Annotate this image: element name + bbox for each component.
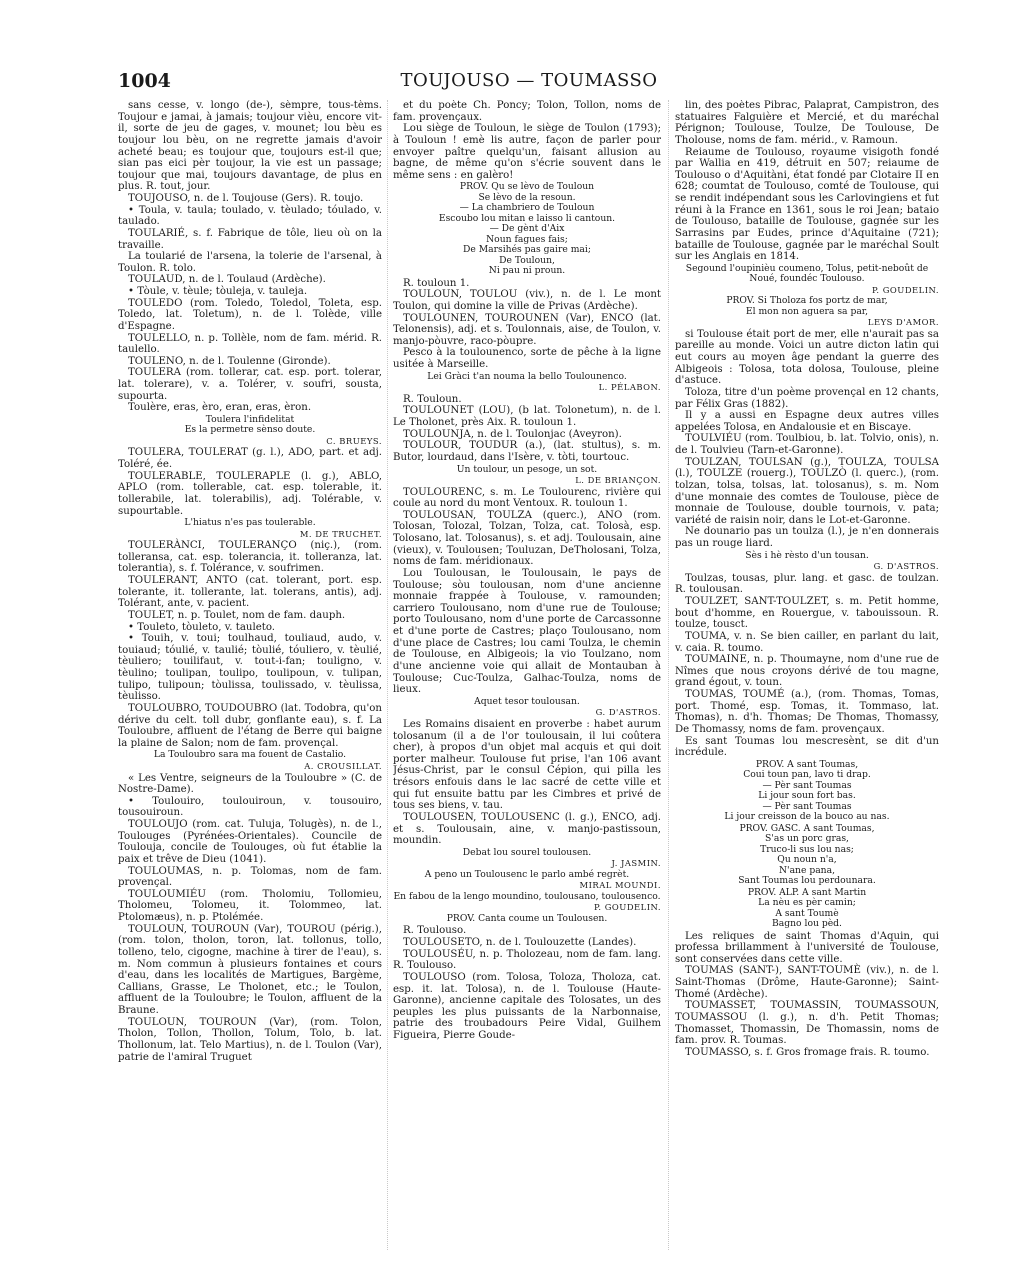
dictionary-entry: TOULOUSÉU, n. p. Tholozeau, nom de fam. lang. R. Toulouso.	[393, 948, 661, 972]
column-left	[118, 100, 382, 1250]
quotation: PROV. ALP. A sant Martin La nèu es pèr camin; A sant Toumè Bagno lou pèd.	[747, 886, 867, 930]
quotation: Debat lou sourel toulousen.	[462, 846, 592, 858]
dictionary-entry: TOUMAINE, n. p. Thoumayne, nom d'une rue de Nîmes que nous croyons dérivé de tou magne, grand égout, v. toun.	[675, 654, 939, 689]
quotation: PROV. Si Tholoza fos portz de mar, El mon non aguera sa par,	[726, 295, 888, 317]
dictionary-entry: TOULERA, TOULERAT (g. l.), ADO, part. et adj. Toléré, ée.	[118, 447, 382, 471]
dictionary-entry: TOUMAS (SANT-), SANT-TOUMÈ (viv.), n. de l. Saint-Thomas (Drôme, Haute-Garonne); Saint-Thomé (Ardèche).	[675, 965, 939, 1000]
dictionary-entry: TOULAUD, n. de l. Toulaud (Ardèche).	[128, 274, 326, 286]
quotation-author: G. D'ASTROS.	[595, 707, 661, 718]
quotation-author: P. GOUDELIN.	[593, 902, 661, 913]
dictionary-entry: TOULVIÉU (rom. Toulbiou, b. lat. Tolvio, onis), n. de l. Toulvieu (Tarn-et-Garonne).	[675, 433, 939, 457]
dictionary-entry: Toloza, titre d'un poème provençal en 12 chants, par Félix Gras (1882).	[675, 386, 939, 410]
dictionary-entry: TOULOUNEN, TOUROUNEN (Var), ENCO (lat. Telonensis), adj. et s. Toulonnais, aise, de Toulon, v. manjo-pòuvre, raco-pòupre.	[393, 312, 661, 347]
dictionary-entry: sans cesse, v. longo (de-), sèmpre, tous-tèms. Toujour e jamai, à jamais; toujour vièu, encore vit-il, sorte de jeu de gages, v. mounet; lou bèu es toujour lou bèu, on ne regrette jamais d'avoir acheté beau; es toujour que, toujours est-il que; sian pas eici pèr toujour, la vie est un passage; toujour que mai, toujours davantage, de plus en plus. R. tout, jour.	[118, 100, 382, 193]
quotation: En fabou de la lengo moundino, toulousano, toulousenco.	[393, 890, 661, 902]
page-number: 1004	[118, 70, 171, 92]
dictionary-entry: si Toulouse était port de mer, elle n'aurait pas sa pareille au monde. Voici un autre dicton latin qui eut cours au moyen âge pendant la guerre des Albigeois : Tolosa, tota dolosa, Toulouse, pleine d'astuce.	[675, 328, 939, 387]
dictionary-entry: TOULOUSAN, TOULZA (querc.), ANO (rom. Tolosan, Tolozal, Tolzan, Tolza, cat. Tolosà, esp. Tolosano, lat. Tolosanus), s. et adj. Toulousain, aine (vieux), v. Toulousen; Touluzan, DeTholosani, Tolza, noms de fam. méridionaux.	[393, 509, 661, 568]
quotation: L'hiatus n'es pas toulerable.	[184, 517, 316, 529]
dictionary-entry: Les reliques de saint Thomas d'Aquin, qui professa brillamment à l'université de Toulouse, sont conservées dans cette ville.	[675, 930, 939, 965]
dictionary-entry: TOULELLO, n. p. Tollèle, nom de fam. mérid. R. taulello.	[118, 332, 382, 356]
dictionary-entry: TOUMASSO, s. f. Gros fromage frais. R. toumo.	[685, 1046, 930, 1058]
dictionary-entry: Toulzas, tousas, plur. lang. et gasc. de toulzan. R. toulousan.	[675, 572, 939, 596]
dictionary-entry: Toulère, eras, èro, eran, eras, èron.	[128, 402, 312, 414]
quotation: La Touloubro sara ma fouent de Castalio.	[153, 749, 347, 761]
column-divider	[668, 100, 669, 1250]
dictionary-entry: TOULOUR, TOUDUR (a.), (lat. stultus), s. m. Butor, lourdaud, dans l'Isère, v. tòti, tourtouc.	[393, 440, 661, 463]
dictionary-entry: • Tòule, v. tèule; tòuleja, v. tauleja.	[128, 286, 308, 297]
quotation-author: LEYS D'AMOR.	[867, 317, 939, 328]
dictionary-entry: TOUJOUSO, n. de l. Toujouse (Gers). R. toujo.	[128, 193, 364, 204]
dictionary-entry: TOULOUNET (LOU), (b lat. Tolonetum), n. de l. Le Tholonet, près Aix. R. touloun 1.	[393, 405, 661, 429]
dictionary-entry: lin, des poètes Pibrac, Palaprat, Campistron, des statuaires Falguière et Mercié, et du maréchal Pérignon; Toulouse, Toulze, De Toulouse, De Tholouse, noms de fam. mérid., v. Ramoun.	[675, 100, 939, 146]
dictionary-entry: Lou Toulousan, le Toulousain, le pays de Toulouse; sòu toulousan, nom d'une ancienne monnaie frappée à Toulouse, v. ramounden; carriero Toulousano, nom d'une rue de Toulouse; porto Toulousano, nom d'une porte de Carcassonne et d'une porte de Castres; plaço Toulousano, nom d'une place de Castres; lou cami Toulza, le chemin de Toulouse, en Albigeois; la vio Toulzano, nom d'une ancienne voie qui allait de Montauban à Toulouse; Cuc-Toulza, Galhac-Toulza, noms de lieux.	[393, 567, 661, 696]
quotation: PROV. Qu se lèvo de Touloun Se lèvo de la resoun. — La chambriero de Touloun Escoubo lou mitan e laisso li cantoun. — De gènt d'Aix Noun fagues fais; De Marsihés pas gaire mai; De Touloun, Ni pau ni proun.	[438, 181, 616, 277]
column-middle	[393, 100, 661, 1250]
dictionary-entry: TOULOUN, TOUROUN (Var), TOUROU (périg.), (rom. tolon, tholon, toron, lat. tollonus, tollo, tolleno, telo, cigogne, machine à tirer de l'eau), s. m. Nom commun à plusieurs fontaines et cours d'eau, dans les localités de Martigues, Bargème, Callians, Grasse, Le Tholonet, etc.; le Toulon, affluent de la Touloubre; le Toulon, affluent de la Braune.	[118, 923, 382, 1017]
dictionary-entry: TOULEDO (rom. Toledo, Toledol, Toleta, esp. Toledo, lat. Toletum), n. de l. Tolède, ville d'Espagne.	[118, 297, 382, 332]
dictionary-entry: R. touloun 1.	[403, 277, 470, 289]
quotation-author: P. GOUDELIN.	[871, 284, 939, 295]
quotation: PROV. A sant Toumas, Coui toun pan, lavo ti drap. — Pèr sant Toumas Li jour soun fort bas. — Pèr sant Toumas Li jour creisson de la bouco au nas.	[724, 758, 890, 823]
quotation: Aquet tesor toulousan.	[474, 695, 580, 707]
dictionary-entry: TOUMA, v. n. Se bien cailler, en parlant du lait, v. caia. R. toumo.	[675, 630, 939, 654]
dictionary-entry: TOULOUSO (rom. Tolosa, Toloza, Tholoza, cat. esp. it. lat. Tolosa), n. de l. Toulouse (Haute-Garonne), ancienne capitale des Tolosates, un des peuples les plus puissants de la Narbonnaise, patrie des troubadours Peire Vidal, Guilhem Figueira, Pierre Goude-	[393, 971, 661, 1042]
quotation: PROV. GASC. A sant Toumas, S'as un porc gras, Truco-li sus lou nas; Qu noun n'a, N'ane pana, Sant Toumas lou perdounara.	[738, 822, 876, 887]
dictionary-entry: Lou siège de Touloun, le siège de Toulon (1793); à Touloun ! emè lis autre, façon de parler pour envoyer paître quelqu'un, faisant allusion au bagne, de même qu'on s'écrie souvent dans le même sens : en galèro!	[393, 123, 661, 181]
dictionary-entry: TOULZET, SANT-TOULZET, s. m. Petit homme, bout d'homme, en Rouergue, v. tabouissoun. R. toulze, tousct.	[675, 596, 939, 631]
quotation: PROV. Canta coume un Toulousen.	[446, 912, 608, 924]
dictionary-entry: R. Toulouso.	[403, 925, 467, 937]
dictionary-entry: TOULOUN, TOUROUN (Var), (rom. Tolon, Tholon, Tollon, Thollon, Tolum, Tolo, b. lat. Thollonum, lat. Telo Martius), n. de l. Toulon (Var), patrie de l'amiral Truguet	[118, 1016, 382, 1063]
quotation-author: A. CROUSILLAT.	[304, 760, 382, 771]
quotation: Un toulour, un pesoge, un sot.	[456, 463, 598, 475]
quotation: Sès i hè rèsto d'un tousan.	[745, 549, 869, 561]
dictionary-entry: TOULZAN, TOULSAN (g.), TOULZA, TOULSA (l.), TOULZE (rouerg.), TOULZÒ (l. querc.), (rom. tolzan, tolsa, tolsas, lat. tolosanus), s. m. Nom d'une monnaie des comtes de Toulouse, pièce de monnaie de Toulouse, double tournois, v. pata; variété de raisin noir, dans le Lot-et-Garonne.	[675, 456, 939, 526]
dictionary-entry: TOULOUMAS, n. p. Tolomas, nom de fam. provençal.	[118, 865, 382, 889]
dictionary-entry: Es sant Toumas lou mescresènt, se dit d'un incrédule.	[675, 735, 939, 759]
dictionary-entry: • Toula, v. taula; toulado, v. tèulado; tóulado, v. taulado.	[118, 204, 382, 228]
dictionary-entry: TOULOUN, TOULOU (viv.), n. de l. Le mont Toulon, qui domine la ville de Privas (Ardèche).	[393, 289, 661, 312]
quotation-author: C. BRUEYS.	[326, 435, 382, 446]
quotation: Lei Gràci t'an nouma la bello Toulounenco.	[427, 370, 627, 382]
dictionary-entry: TOULOUNJA, n. de l. Toulonjac (Aveyron).	[403, 428, 622, 440]
dictionary-entry: • Touih, v. toui; toulhaud, touliaud, audo, v. touiaud; tóulié, v. taulié; tòulié, tóuliero, v. tèulié, tèuliero; touilifaut, v. tout-i-fan; touligno, v. tèulino; toulipan, toulipo, toulipoun, v. tulipan, tulipo, tulipoun; tòulissa, toulissado, v. tèulissa, tèulisso.	[118, 633, 382, 703]
dictionary-entry: TOULERANT, ANTO (cat. tolerant, port. esp. tolerante, it. tollerante, lat. tolerans, antis), adj. Tolérant, ante, v. pacient.	[118, 575, 382, 610]
dictionary-entry: Il y a aussi en Espagne deux autres villes appelées Tolosa, en Andalousie et en Biscaye.	[675, 410, 939, 433]
dictionary-entry: Les Romains disaient en proverbe : habet aurum tolosanum (il a de l'or toulousain, il lui coûtera cher), à propos d'un objet mal acquis et qui doit porter malheur. Toulouse fut prise, l'an 106 avant Jésus-Christ, par le consul Cépion, qui pilla les trésors enfouis dans le lac sacré de cette ville et qui fut ensuite battu par les Cimbres et privé de tous ses biens, v. tau.	[393, 718, 661, 812]
dictionary-entry: TOULOUMIÉU (rom. Tholomiu, Tollomieu, Tholomeu, Tolomeu, it. Tolommeo, lat. Ptolomæus), n. p. Ptolémée.	[118, 888, 382, 924]
dictionary-entry: TOULOURENC, s. m. Le Toulourenc, rivière qui coule au nord du mont Ventoux. R. touloun 1.	[393, 486, 661, 510]
dictionary-entry: et du poète Ch. Poncy; Tolon, Tollon, noms de fam. provençaux.	[393, 100, 661, 123]
dictionary-entry: TOULET, n. p. Toulet, nom de fam. dauph.	[128, 609, 346, 621]
dictionary-entry: TOULOUSETO, n. de l. Toulouzette (Landes).	[403, 937, 637, 949]
quotation-author: L. PÉLABON.	[598, 382, 661, 393]
quotation-author: MIRAL MOUNDI.	[579, 880, 661, 891]
column-right	[675, 100, 939, 1250]
dictionary-entry: TOUMAS, TOUMÉ (a.), (rom. Thomas, Tomas, port. Thomé, esp. Tomas, it. Tommaso, lat. Thomas), n. d'h. Thomas; De Thomas, Thomassy, De Thomassy, noms de fam. provençaux.	[675, 689, 939, 735]
quotation: Segound l'oupinièu coumeno, Tolus, petit-neboût de Noué, foundéc Toulouso.	[685, 262, 929, 285]
dictionary-entry: R. Touloun.	[403, 393, 462, 405]
dictionary-entry: « Les Ventre, seigneurs de la Touloubre » (C. de Nostre-Dame).	[118, 772, 382, 796]
dictionary-entry: TOULOUBRO, TOUDOUBRO (lat. Todobra, qu'on dérive du celt. toll dubr, gonflante eau), s. f. La Touloubre, affluent de l'étang de Berre qui baigne la plaine de Salon; nom de fam. provençal.	[118, 702, 382, 749]
page-header	[118, 70, 940, 96]
dictionary-entry: Ne dounario pas un toulza (l.), je n'en donnerais pas un rouge liard.	[675, 526, 939, 550]
dictionary-entry: TOULERA (rom. tollerar, cat. esp. port. tolerar, lat. tolerare), v. a. Tolérer, v. soufri, sousta, supourta.	[118, 367, 382, 402]
dictionary-entry: • Touleto, tòuleto, v. tauleto.	[128, 621, 276, 633]
dictionary-entry: TOULENO, n. de l. Toulenne (Gironde).	[128, 355, 331, 367]
quotation-author: M. DE TRUCHET.	[299, 528, 382, 539]
quotation-author: J. JASMIN.	[611, 858, 661, 869]
dictionary-entry: Reiaume de Toulouso, royaume visigoth fondé par Wallia en 419, détruit en 507; reiaume de Toulouso o d'Aquitàni, état fondé par Clotaire II en 628; coumtat de Toulouso, comté de Toulouse, qui se rendit indépendant sous les Carlovingiens et fut réuni à la France en 1361, sous le roi Jean; bataio de Toulouso, bataille de Toulouse, gagnée sur les Sarrasins par Eudes, prince d'Aquitaine (721); bataille de Toulouse, gagnée par le maréchal Soult sur les Anglais en 1814.	[675, 146, 939, 263]
dictionary-entry: TOULOUSEN, TOULOUSENC (l. g.), ENCO, adj. et s. Toulousain, aine, v. manjo-pastissoun, moundin.	[393, 811, 661, 847]
quotation: A peno un Toulousenc le parlo ambé regrèt.	[424, 868, 630, 880]
column-divider	[387, 100, 388, 1250]
running-title: TOUJOUSO — TOUMASSO	[400, 70, 658, 91]
dictionary-entry: TOULARIÉ, s. f. Fabrique de tôle, lieu où on la travaille.	[118, 227, 382, 251]
dictionary-entry: Pesco à la toulounenco, sorte de pêche à la ligne usitée à Marseille.	[393, 347, 661, 371]
dictionary-entry: TOUMASSET, TOUMASSIN, TOUMASSOUN, TOUMASSOU (l. g.), n. d'h. Petit Thomas; Thomasset, Thomassin, De Thomassin, noms de fam. prov. R. Toumas.	[675, 1000, 939, 1047]
quotation-author: G. D'ASTROS.	[873, 561, 939, 572]
dictionary-entry: La toularié de l'arsena, la tolerie de l'arsenal, à Toulon. R. tolo.	[118, 251, 382, 274]
dictionary-entry: • Toulouiro, toulouiroun, v. tousouiro, tousouiroun.	[118, 795, 382, 819]
dictionary-entry: TOULERÀNCI, TOULERANÇO (niç.), (rom. tolleransa, cat. esp. tolerancia, it. tolleranza, lat. tolerantia), s. f. Tolérance, v. soufrimen.	[118, 540, 382, 575]
dictionary-entry: TOULERABLE, TOULERAPLE (l. g.), ABLO, APLO (rom. tollerable, cat. esp. tolerable, it. tollerabile, lat. tolerabilis), adj. Tolérable, v. supourtable.	[118, 470, 382, 517]
dictionary-entry: TOULOUJO (rom. cat. Tuluja, Tolugès), n. de l., Toulouges (Pyrénées-Orientales). Councile de Toulouja, concile de Toulouges, où fut établie la paix et trêve de Dieu (1041).	[118, 819, 382, 865]
quotation-author: L. DE BRIANÇON.	[575, 475, 661, 486]
quotation: Toulera l'infidelitat Es la permetre sènso doute.	[184, 413, 316, 436]
